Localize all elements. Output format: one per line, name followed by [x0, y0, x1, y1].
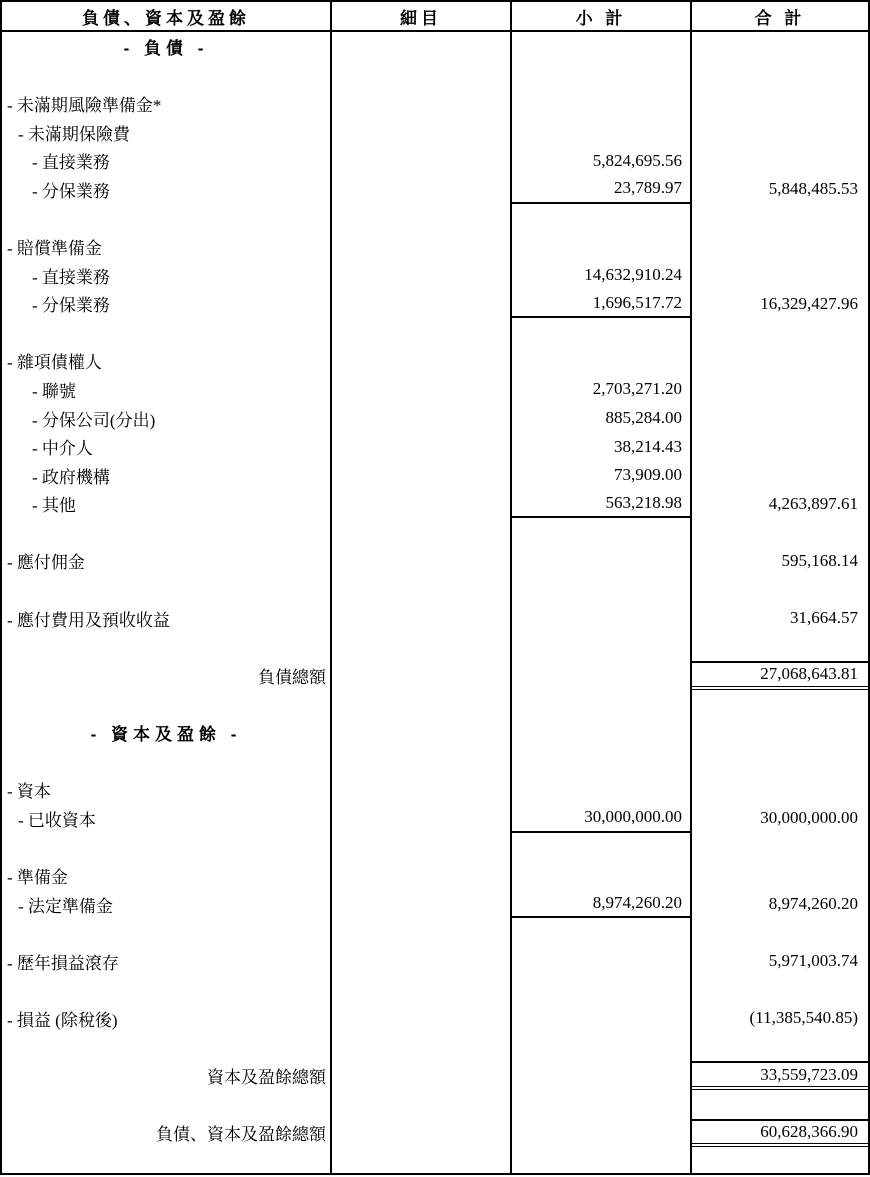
- section-title-row: [2, 718, 868, 747]
- detail-cell: [332, 146, 512, 175]
- item-label: - 應付費用及預收收益: [2, 604, 332, 633]
- subtotal-value: [512, 61, 692, 90]
- total-value: 27,068,643.81: [692, 661, 868, 690]
- total-value: [692, 1033, 868, 1062]
- subtotal-value: 30,000,000.00: [512, 804, 692, 833]
- detail-cell: [332, 347, 512, 376]
- blank-row: [2, 518, 868, 547]
- total-value: [692, 518, 868, 547]
- total-value: [692, 61, 868, 90]
- line-item-row: [2, 347, 868, 376]
- blank-row: [2, 976, 868, 1005]
- total-value: [692, 775, 868, 804]
- detail-cell: [332, 604, 512, 633]
- total-value: [692, 1090, 868, 1119]
- item-label: - 中介人: [2, 432, 332, 461]
- blank-row: [2, 747, 868, 776]
- detail-cell: [332, 232, 512, 261]
- detail-cell: [332, 1004, 512, 1033]
- detail-cell: [332, 89, 512, 118]
- item-label: [2, 632, 332, 661]
- item-label: [2, 204, 332, 233]
- line-item-row: [2, 375, 868, 404]
- detail-cell: [332, 747, 512, 776]
- table-body: [2, 32, 868, 1175]
- subtotal-value: [512, 661, 692, 690]
- line-item-row: [2, 432, 868, 461]
- subtotal-value: [512, 1033, 692, 1062]
- total-row: [2, 661, 868, 690]
- detail-cell: [332, 804, 512, 833]
- subtotal-value: [512, 918, 692, 947]
- detail-cell: [332, 1033, 512, 1062]
- item-label: [2, 575, 332, 604]
- blank-row: [2, 1090, 868, 1119]
- detail-cell: [332, 775, 512, 804]
- total-row: [2, 1119, 868, 1148]
- item-label: - 分保業務: [2, 289, 332, 318]
- total-value: 8,974,260.20: [768, 894, 858, 914]
- item-label: [2, 833, 332, 862]
- column-header-detail: 細目: [332, 2, 512, 30]
- line-item-row: [2, 604, 868, 633]
- detail-cell: [332, 718, 512, 747]
- item-label: - 未滿期保險費: [2, 118, 332, 147]
- detail-cell: [332, 261, 512, 290]
- blank-row: [2, 918, 868, 947]
- total-value: [692, 976, 868, 1005]
- item-label: - 政府機構: [2, 461, 332, 490]
- detail-cell: [332, 918, 512, 947]
- total-value: [692, 575, 868, 604]
- detail-cell: [332, 318, 512, 347]
- detail-cell: [332, 204, 512, 233]
- total-value: [692, 318, 868, 347]
- total-value: 60,628,366.90: [692, 1119, 868, 1148]
- line-item-row: [2, 404, 868, 433]
- item-label: - 分保業務: [2, 175, 332, 204]
- line-item-row: [2, 232, 868, 261]
- subtotal-value: [512, 861, 692, 890]
- item-label: - 雜項債權人: [2, 347, 332, 376]
- line-item-row: [2, 804, 868, 833]
- column-header-liabilities-capital-surplus: 負債、資本及盈餘: [2, 2, 332, 30]
- subtotal-value: 23,789.97: [512, 175, 692, 204]
- detail-cell: [332, 432, 512, 461]
- item-label: - 應付佣金: [2, 547, 332, 576]
- total-value: 16,329,427.96: [760, 293, 858, 313]
- detail-cell: [332, 947, 512, 976]
- total-value: [692, 232, 868, 261]
- detail-cell: [332, 461, 512, 490]
- total-value: [692, 375, 868, 404]
- subtotal-value: [512, 1147, 692, 1175]
- subtotal-value: [512, 1061, 692, 1090]
- total-value: 30,000,000.00: [760, 808, 858, 828]
- total-value: 5,848,485.53: [768, 179, 858, 199]
- detail-cell: [332, 632, 512, 661]
- subtotal-value: [512, 118, 692, 147]
- subtotal-value: [512, 89, 692, 118]
- subtotal-value: [512, 976, 692, 1005]
- subtotal-value: [512, 1004, 692, 1033]
- subtotal-value: 1,696,517.72: [512, 289, 692, 318]
- total-value: [692, 204, 868, 233]
- detail-cell: [332, 518, 512, 547]
- item-label: [2, 1033, 332, 1062]
- detail-cell: [332, 575, 512, 604]
- line-item-row: [2, 775, 868, 804]
- section-title-row: [2, 32, 868, 61]
- detail-cell: [332, 1147, 512, 1175]
- blank-row: [2, 833, 868, 862]
- subtotal-value: 38,214.43: [512, 432, 692, 461]
- subtotal-value: 885,284.00: [512, 404, 692, 433]
- item-label: - 分保公司(分出): [2, 404, 332, 433]
- section-title: - 資本及盈餘 -: [2, 718, 332, 747]
- item-label: 負債、資本及盈餘總額: [2, 1119, 332, 1148]
- total-row: [2, 1061, 868, 1090]
- detail-cell: [332, 833, 512, 862]
- detail-cell: [332, 690, 512, 719]
- detail-cell: [332, 976, 512, 1005]
- item-label: - 準備金: [2, 861, 332, 890]
- total-value: [692, 32, 868, 61]
- line-item-row: [2, 89, 868, 118]
- detail-cell: [332, 32, 512, 61]
- detail-cell: [332, 490, 512, 519]
- subtotal-value: [512, 518, 692, 547]
- subtotal-value: [512, 547, 692, 576]
- line-item-row: [2, 861, 868, 890]
- item-label: - 資本: [2, 775, 332, 804]
- total-value: 5,971,003.74: [768, 951, 858, 971]
- detail-cell: [332, 61, 512, 90]
- detail-cell: [332, 175, 512, 204]
- item-label: - 法定準備金: [2, 890, 332, 919]
- detail-cell: [332, 118, 512, 147]
- item-label: [2, 1090, 332, 1119]
- subtotal-value: [512, 690, 692, 719]
- blank-row: [2, 1147, 868, 1175]
- total-value: 595,168.14: [781, 550, 858, 570]
- total-value: 4,263,897.61: [768, 493, 858, 513]
- item-label: 負債總額: [2, 661, 332, 690]
- line-item-row: [2, 261, 868, 290]
- line-item-row: [2, 289, 868, 318]
- detail-cell: [332, 1090, 512, 1119]
- line-item-row: [2, 461, 868, 490]
- item-label: [2, 918, 332, 947]
- subtotal-value: [512, 947, 692, 976]
- subtotal-value: 14,632,910.24: [512, 261, 692, 290]
- subtotal-value: 563,218.98: [512, 490, 692, 519]
- item-label: - 未滿期風險準備金*: [2, 89, 332, 118]
- detail-cell: [332, 404, 512, 433]
- total-value: [692, 747, 868, 776]
- detail-cell: [332, 1061, 512, 1090]
- section-title: - 負債 -: [2, 32, 332, 61]
- detail-cell: [332, 289, 512, 318]
- subtotal-value: [512, 318, 692, 347]
- total-value: [692, 718, 868, 747]
- line-item-row: [2, 890, 868, 919]
- column-header-total: 合 計: [754, 8, 806, 28]
- item-label: - 歷年損益滾存: [2, 947, 332, 976]
- line-item-row: [2, 490, 868, 519]
- subtotal-value: [512, 718, 692, 747]
- blank-row: [2, 575, 868, 604]
- subtotal-value: [512, 32, 692, 61]
- subtotal-value: 73,909.00: [512, 461, 692, 490]
- subtotal-value: [512, 632, 692, 661]
- item-label: - 直接業務: [2, 261, 332, 290]
- item-label: [2, 976, 332, 1005]
- subtotal-value: [512, 747, 692, 776]
- total-value: (11,385,540.85): [749, 1008, 858, 1028]
- item-label: - 賠償準備金: [2, 232, 332, 261]
- total-value: 33,559,723.09: [692, 1061, 868, 1090]
- item-label: [2, 318, 332, 347]
- blank-row: [2, 690, 868, 719]
- line-item-row: [2, 175, 868, 204]
- line-item-row: [2, 118, 868, 147]
- subtotal-value: [512, 347, 692, 376]
- subtotal-value: 2,703,271.20: [512, 375, 692, 404]
- line-item-row: [2, 146, 868, 175]
- detail-cell: [332, 861, 512, 890]
- table-header-row: [2, 2, 868, 32]
- total-value: [692, 89, 868, 118]
- subtotal-value: 5,824,695.56: [512, 146, 692, 175]
- blank-row: [2, 204, 868, 233]
- item-label: [2, 518, 332, 547]
- subtotal-value: 8,974,260.20: [512, 890, 692, 919]
- item-label: - 已收資本: [2, 804, 332, 833]
- total-value: [692, 461, 868, 490]
- total-value: [692, 404, 868, 433]
- blank-row: [2, 61, 868, 90]
- total-value: [692, 632, 868, 661]
- total-value: [692, 833, 868, 862]
- column-header-subtotal: 小 計: [512, 2, 692, 30]
- subtotal-value: [512, 1090, 692, 1119]
- item-label: [2, 747, 332, 776]
- item-label: [2, 690, 332, 719]
- line-item-row: [2, 947, 868, 976]
- detail-cell: [332, 661, 512, 690]
- total-value: [692, 432, 868, 461]
- subtotal-value: [512, 833, 692, 862]
- blank-row: [2, 632, 868, 661]
- item-label: - 聯號: [2, 375, 332, 404]
- total-value: 31,664.57: [790, 608, 858, 628]
- item-label: 資本及盈餘總額: [2, 1061, 332, 1090]
- detail-cell: [332, 547, 512, 576]
- total-value: [692, 347, 868, 376]
- subtotal-value: [512, 1119, 692, 1148]
- subtotal-value: [512, 775, 692, 804]
- total-value: [692, 146, 868, 175]
- item-label: - 損益 (除稅後): [2, 1004, 332, 1033]
- subtotal-value: [512, 232, 692, 261]
- total-value: [692, 1147, 868, 1175]
- item-label: [2, 61, 332, 90]
- detail-cell: [332, 890, 512, 919]
- total-value: [692, 261, 868, 290]
- detail-cell: [332, 375, 512, 404]
- line-item-row: [2, 1004, 868, 1033]
- subtotal-value: [512, 604, 692, 633]
- blank-row: [2, 1033, 868, 1062]
- item-label: - 直接業務: [2, 146, 332, 175]
- line-item-row: [2, 547, 868, 576]
- item-label: - 其他: [2, 490, 332, 519]
- blank-row: [2, 318, 868, 347]
- total-value: [692, 918, 868, 947]
- total-value: [692, 861, 868, 890]
- subtotal-value: [512, 204, 692, 233]
- total-value: [692, 118, 868, 147]
- subtotal-value: [512, 575, 692, 604]
- total-value: [692, 690, 868, 719]
- item-label: [2, 1147, 332, 1175]
- detail-cell: [332, 1119, 512, 1148]
